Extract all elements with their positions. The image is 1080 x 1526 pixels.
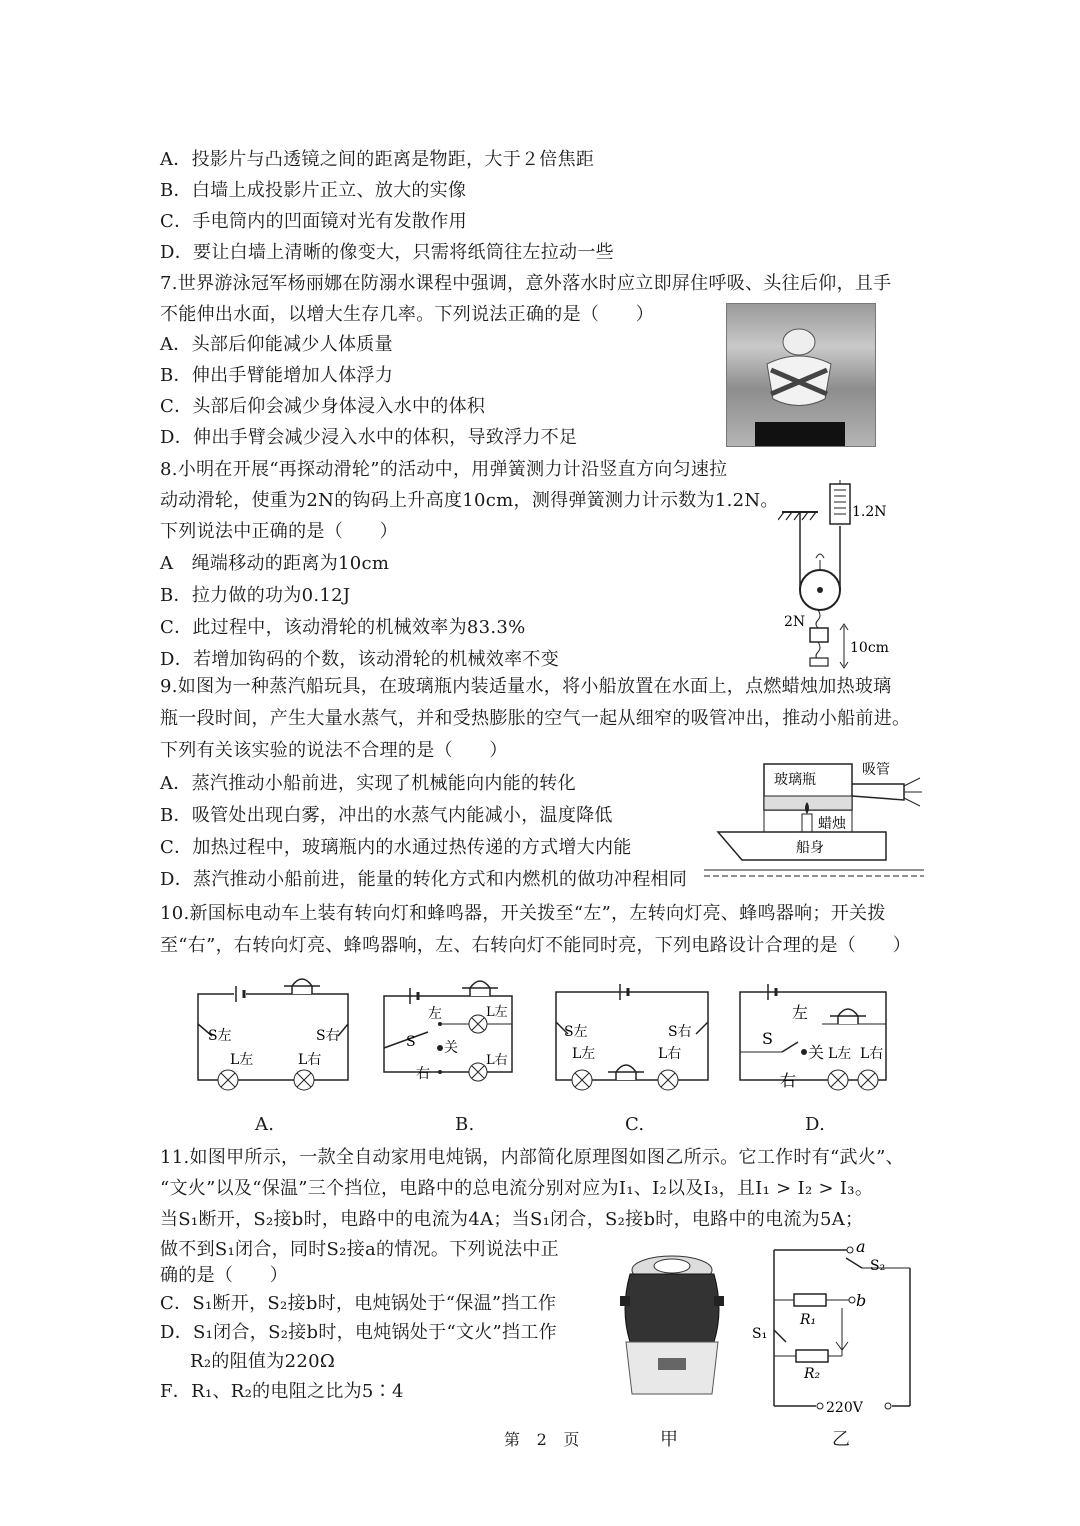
c-sw-right: S右 — [668, 1024, 692, 1040]
circuit-label-a: A. — [255, 1114, 275, 1135]
d-left-label: 左 — [792, 1003, 809, 1022]
pulley-figure — [778, 480, 898, 670]
c-lamp-right: L右 — [658, 1046, 682, 1062]
circuit-b — [378, 972, 522, 1096]
q8-stem-2: 动动滑轮，使重为2N的钩码上升高度10cm，测得弹簧测力计示数为1.2N。 — [160, 490, 779, 511]
q6-option-d: D．要让白墙上清晰的像变大，只需将纸筒往左拉动一些 — [160, 242, 614, 263]
lamp-left-label: L左 — [230, 1052, 254, 1068]
b-lamp-left: L左 — [486, 1005, 508, 1020]
circuit-d — [734, 972, 894, 1096]
s2-label: S₂ — [870, 1258, 886, 1274]
b-left-label: 左 — [428, 1006, 442, 1022]
q11-option-f: F．R₁、R₂的电阻之比为5∶4 — [160, 1381, 404, 1402]
page-number: 第 2 页 — [504, 1430, 580, 1449]
q7-stem-1: 7.世界游泳冠军杨丽娜在防溺水课程中强调，意外落水时应立即屏住呼吸、头往后仰，且手 — [160, 273, 892, 294]
fig-yi-caption: 乙 — [832, 1429, 851, 1450]
q11-stem-2: “文火”以及“保温”三个挡位，电路中的总电流分别对应为I₁、I₂以及I₃，且I₁ > I₂ > I₃。 — [160, 1178, 874, 1199]
q7-option-d: D．伸出手臂会减少浸入水中的体积，导致浮力不足 — [160, 427, 578, 448]
s1-label: S₁ — [752, 1326, 768, 1342]
weight-label: 2N — [784, 614, 806, 630]
b-s-label: S — [406, 1034, 416, 1050]
q9-stem-3: 下列有关该实验的说法不合理的是（ ） — [160, 740, 508, 761]
bottle-label: 玻璃瓶 — [774, 772, 816, 788]
circuit-c — [548, 972, 720, 1096]
q9-stem-2: 瓶一段时间，产生大量水蒸气，并和受热膨胀的空气一起从细窄的吸管冲出，推动小船前进。 — [160, 708, 911, 729]
force-label: 1.2N — [852, 504, 887, 520]
q11-option-d: D．S₁闭合，S₂接b时，电炖锅处于“文火”挡工作 — [160, 1322, 557, 1343]
circuit-label-d: D. — [805, 1114, 826, 1135]
c-sw-left: S左 — [564, 1024, 588, 1040]
steamboat-figure — [704, 756, 924, 888]
fig-jia-caption: 甲 — [660, 1429, 679, 1450]
sw-left-label: S左 — [208, 1028, 232, 1044]
d-off-label: 关 — [808, 1043, 825, 1062]
circuit-label-b: B. — [455, 1114, 475, 1135]
sw-right-label: S右 — [316, 1028, 340, 1044]
q11-option-c: C．S₁断开，S₂接b时，电炖锅处于“保温”挡工作 — [160, 1293, 557, 1314]
q9-option-a: A．蒸汽推动小船前进，实现了机械能向内能的转化 — [160, 773, 576, 794]
straw-label: 吸管 — [862, 762, 890, 778]
q11-stem-3: 当S₁断开，S₂接b时，电路中的电流为4A；当S₁闭合，S₂接b时，电路中的电流为5A； — [160, 1209, 864, 1230]
cooker-photo — [616, 1250, 728, 1398]
r1-label: R₁ — [800, 1312, 817, 1328]
c-lamp-left: L左 — [572, 1046, 596, 1062]
node-b: b — [856, 1291, 867, 1310]
d-s-label: S — [762, 1029, 773, 1048]
circuit-yi — [752, 1238, 918, 1418]
q8-stem-1: 8.小明在开展“再探动滑轮”的活动中，用弹簧测力计沿竖直方向匀速拉 — [160, 459, 728, 480]
q7-option-a: A．头部后仰能减少人体质量 — [160, 334, 393, 355]
q8-option-d: D．若增加钩码的个数，该动滑轮的机械效率不变 — [160, 649, 560, 670]
q9-option-c: C．加热过程中，玻璃瓶内的水通过热传递的方式增大内能 — [160, 837, 632, 858]
height-label: 10cm — [850, 640, 889, 656]
q8-stem-3: 下列说法中正确的是（ ） — [160, 521, 398, 542]
lamp-right-label: L右 — [298, 1052, 322, 1068]
r2-label: R₂ — [804, 1366, 821, 1382]
q8-option-a: A 绳端移动的距离为10cm — [160, 553, 390, 574]
q6-option-c: C．手电筒内的凹面镜对光有发散作用 — [160, 211, 467, 232]
q11-stem-5: 确的是（ ） — [160, 1265, 289, 1286]
q11-option-e: R₂的阻值为220Ω — [190, 1351, 336, 1372]
q6-option-a: A．投影片与凸透镜之间的距离是物距，大于２倍焦距 — [160, 149, 595, 170]
voltage-label: 220V — [826, 1400, 863, 1416]
q7-option-b: B．伸出手臂能增加人体浮力 — [160, 365, 394, 386]
q6-option-b: B．白墙上成投影片正立、放大的实像 — [160, 180, 467, 201]
q8-option-c: C．此过程中，该动滑轮的机械效率为83.3% — [160, 617, 526, 638]
q7-stem-2: 不能伸出水面，以增大生存几率。下列说法正确的是（ ） — [160, 304, 655, 325]
circuit-a — [188, 972, 364, 1096]
q7-option-c: C．头部后仰会减少身体浸入水中的体积 — [160, 396, 486, 417]
q9-option-b: B．吸管处出现白雾，冲出的水蒸气内能减小，温度降低 — [160, 805, 613, 826]
q10-stem-1: 10.新国标电动车上装有转向灯和蜂鸣器，开关拨至“左”，左转向灯亮、蜂鸣器响；开关拨 — [160, 903, 886, 924]
q8-option-b: B．拉力做的功为0.12J — [160, 585, 351, 606]
d-right-label: 右 — [780, 1071, 797, 1090]
q9-stem-1: 9.如图为一种蒸汽船玩具，在玻璃瓶内装适量水，将小船放置在水面上，点燃蜡烛加热玻璃 — [160, 676, 892, 697]
b-right-label: 右 — [416, 1066, 430, 1082]
hull-label: 船身 — [796, 840, 824, 856]
swimmer-photo — [726, 303, 876, 447]
b-off-label: 关 — [444, 1040, 458, 1056]
q10-stem-2: 至“右”，右转向灯亮、蜂鸣器响，左、右转向灯不能同时亮，下列电路设计合理的是（ ） — [160, 935, 911, 956]
q11-stem-1: 11.如图甲所示，一款全自动家用电炖锅，内部简化原理图如图乙所示。它工作时有“武火”、 — [160, 1147, 904, 1168]
candle-label: 蜡烛 — [818, 816, 846, 832]
d-lamp-right: L右 — [860, 1046, 884, 1062]
d-lamp-left: L左 — [828, 1046, 852, 1062]
q9-option-d: D．蒸汽推动小船前进，能量的转化方式和内燃机的做功冲程相同 — [160, 869, 688, 890]
circuit-label-c: C. — [625, 1114, 645, 1135]
b-lamp-right: L右 — [486, 1053, 508, 1068]
node-a: a — [856, 1238, 866, 1256]
q11-stem-4: 做不到S₁闭合，同时S₂接a的情况。下列说法中正 — [160, 1239, 560, 1260]
